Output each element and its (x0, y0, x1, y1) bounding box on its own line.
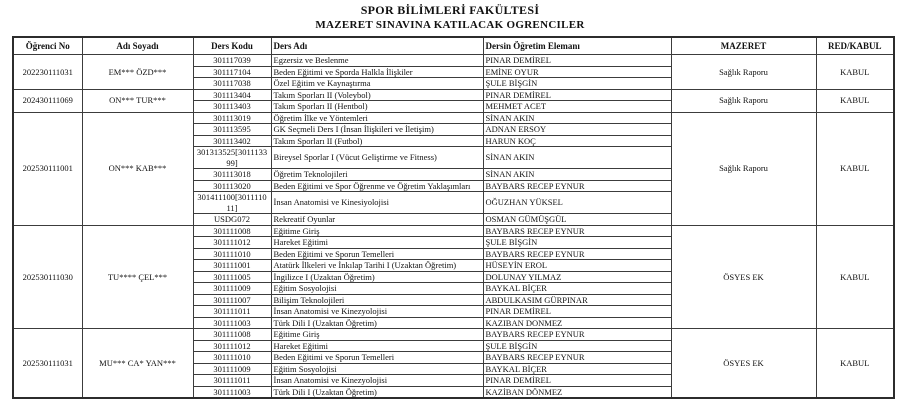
student-name-cell: EM*** ÖZD*** (82, 55, 193, 90)
instructor-cell: SİNAN AKIN (483, 147, 671, 169)
decision-cell: KABUL (816, 89, 894, 112)
instructor-cell: BAYBARS RECEP EYNUR (483, 225, 671, 237)
decision-cell: KABUL (816, 225, 894, 329)
instructor-cell: PINAR DEMİREL (483, 89, 671, 101)
course-name-cell: Atatürk İlkeleri ve İnkılap Tarihi I (Uzaktan Öğretim) (271, 260, 483, 272)
header-course-name: Ders Adı (271, 37, 483, 55)
course-name-cell: Bilişim Teknolojileri (271, 294, 483, 306)
course-name-cell: Beden Eğitimi ve Sporun Temelleri (271, 248, 483, 260)
course-name-cell: GK Seçmeli Ders I (İnsan İlişkileri ve İletişim) (271, 124, 483, 136)
instructor-cell: BAYBARS RECEP EYNUR (483, 352, 671, 364)
course-code-cell: 301111005 (193, 271, 271, 283)
instructor-cell: PINAR DEMİREL (483, 306, 671, 318)
header-instructor: Dersin Öğretim Elemanı (483, 37, 671, 55)
instructor-cell: HARUN KOÇ (483, 135, 671, 147)
course-code-cell: 301111011 (193, 306, 271, 318)
student-name-cell: TU**** ÇEL*** (82, 225, 193, 329)
header-mazeret: MAZERET (671, 37, 816, 55)
student-no-cell: 202530111030 (13, 225, 82, 329)
course-code-cell: 301113018 (193, 169, 271, 181)
student-name-cell: ON*** TUR*** (82, 89, 193, 112)
course-name-cell: İnsan Anatomisi ve Kinezyolojisi (271, 375, 483, 387)
instructor-cell: PINAR DEMİREL (483, 55, 671, 67)
course-code-cell: 301113019 (193, 112, 271, 124)
instructor-cell: EMİNE OYUR (483, 66, 671, 78)
page-title: SPOR BİLİMLERİ FAKÜLTESİ (360, 3, 540, 17)
mazeret-cell: Sağlık Raporu (671, 89, 816, 112)
decision-cell: KABUL (816, 112, 894, 225)
instructor-cell: MEHMET ACET (483, 101, 671, 113)
student-name-cell: ON*** KAB*** (82, 112, 193, 225)
instructor-cell: ŞULE BİŞGİN (483, 237, 671, 249)
table-header-row (13, 37, 894, 55)
instructor-cell: SİNAN AKIN (483, 169, 671, 181)
course-name-cell: Türk Dili I (Uzaktan Öğretim) (271, 317, 483, 329)
instructor-cell: BAYKAL BİÇER (483, 283, 671, 295)
instructor-cell: ŞULE BİŞGİN (483, 340, 671, 352)
course-name-cell: Takım Sporları II (Futbol) (271, 135, 483, 147)
course-name-cell: Rekreatif Oyunlar (271, 214, 483, 226)
instructor-cell: OSMAN GÜMÜŞGÜL (483, 214, 671, 226)
course-code-cell: 301111012 (193, 237, 271, 249)
instructor-cell: BAYBARS RECEP EYNUR (483, 180, 671, 192)
course-code-cell: 301111009 (193, 363, 271, 375)
decision-cell: KABUL (816, 329, 894, 399)
instructor-cell: PINAR DEMİREL (483, 375, 671, 387)
course-code-cell: 301111011 (193, 375, 271, 387)
course-name-cell: Özel Eğitim ve Kaynaştırma (271, 78, 483, 90)
course-name-cell: Eğitim Sosyolojisi (271, 283, 483, 295)
course-name-cell: Eğitime Giriş (271, 329, 483, 341)
header-student-no: Öğrenci No (13, 37, 82, 55)
decision-cell: KABUL (816, 55, 894, 90)
course-name-cell: İngilizce I (Uzaktan Öğretim) (271, 271, 483, 283)
course-name-cell: Öğretim Teknolojileri (271, 169, 483, 181)
header-course-code: Ders Kodu (193, 37, 271, 55)
course-code-cell: 301111003 (193, 386, 271, 398)
student-no-cell: 202230111031 (13, 55, 82, 90)
student-name-cell: MU*** CA* YAN*** (82, 329, 193, 399)
mazeret-cell: ÖSYES EK (671, 329, 816, 399)
course-code-cell: 301111009 (193, 283, 271, 295)
course-name-cell: Beden Eğitimi ve Spor Öğrenme ve Öğretim Yaklaşımları (271, 180, 483, 192)
course-code-cell: 301113595 (193, 124, 271, 136)
header-decision: RED/KABUL (816, 37, 894, 55)
course-code-cell: USDG072 (193, 214, 271, 226)
instructor-cell: KAZIBAN DONMEZ (483, 317, 671, 329)
course-name-cell: Hareket Eğitimi (271, 237, 483, 249)
instructor-cell: ADNAN ERSOY (483, 124, 671, 136)
course-name-cell: Beden Eğitimi ve Sporun Temelleri (271, 352, 483, 364)
course-name-cell: Eğitim Sosyolojisi (271, 363, 483, 375)
course-name-cell: Eğitime Giriş (271, 225, 483, 237)
course-code-cell: 301111001 (193, 260, 271, 272)
course-code-cell: 301111007 (193, 294, 271, 306)
course-row (13, 55, 894, 67)
course-code-cell: 301111012 (193, 340, 271, 352)
course-code-cell: 301117039 (193, 55, 271, 67)
students-table (12, 36, 895, 399)
instructor-cell: ABDULKASIM GÜRPINAR (483, 294, 671, 306)
page-subtitle: MAZERET SINAVINA KATILACAK OGRENCILER (315, 19, 585, 31)
course-name-cell: Hareket Eğitimi (271, 340, 483, 352)
instructor-cell: OĞUZHAN YÜKSEL (483, 192, 671, 214)
instructor-cell: HÜSEYİN EROL (483, 260, 671, 272)
course-name-cell: Bireysel Sporlar I (Vücut Geliştirme ve Fitness) (271, 147, 483, 169)
course-name-cell: Takım Sporları II (Voleybol) (271, 89, 483, 101)
mazeret-cell: Sağlık Raporu (671, 55, 816, 90)
instructor-cell: SİNAN AKIN (483, 112, 671, 124)
course-row (13, 225, 894, 237)
course-code-cell: 301111010 (193, 248, 271, 260)
course-code-cell: 301411100[301111011] (193, 192, 271, 214)
course-name-cell: Takım Sporları II (Hentbol) (271, 101, 483, 113)
course-code-cell: 301113020 (193, 180, 271, 192)
course-name-cell: İnsan Anatomisi ve Kinesiyolojisi (271, 192, 483, 214)
course-code-cell: 301313525[301113399] (193, 147, 271, 169)
instructor-cell: KAZİBAN DÖNMEZ (483, 386, 671, 398)
instructor-cell: BAYKAL BİÇER (483, 363, 671, 375)
course-code-cell: 301117038 (193, 78, 271, 90)
course-name-cell: Öğretim İlke ve Yöntemleri (271, 112, 483, 124)
course-code-cell: 301113403 (193, 101, 271, 113)
course-code-cell: 301111008 (193, 225, 271, 237)
header-name: Adı Soyadı (82, 37, 193, 55)
course-row (13, 89, 894, 101)
course-name-cell: Egzersiz ve Beslenme (271, 55, 483, 67)
course-row (13, 112, 894, 124)
course-code-cell: 301113402 (193, 135, 271, 147)
mazeret-cell: Sağlık Raporu (671, 112, 816, 225)
instructor-cell: ŞULE BİŞGİN (483, 78, 671, 90)
course-code-cell: 301111008 (193, 329, 271, 341)
course-name-cell: Türk Dili I (Uzaktan Öğretim) (271, 386, 483, 398)
mazeret-cell: ÖSYES EK (671, 225, 816, 329)
instructor-cell: BAYBARS RECEP EYNUR (483, 248, 671, 260)
course-row (13, 329, 894, 341)
instructor-cell: DOLUNAY YILMAZ (483, 271, 671, 283)
course-code-cell: 301111003 (193, 317, 271, 329)
course-code-cell: 301111010 (193, 352, 271, 364)
students-table-body (13, 55, 894, 399)
instructor-cell: BAYBARS RECEP EYNUR (483, 329, 671, 341)
course-code-cell: 301113404 (193, 89, 271, 101)
course-name-cell: İnsan Anatomisi ve Kinezyolojisi (271, 306, 483, 318)
student-no-cell: 202530111031 (13, 329, 82, 399)
course-code-cell: 301117104 (193, 66, 271, 78)
student-no-cell: 202530111001 (13, 112, 82, 225)
course-name-cell: Beden Eğitimi ve Sporda Halkla İlişkiler (271, 66, 483, 78)
student-no-cell: 202430111069 (13, 89, 82, 112)
